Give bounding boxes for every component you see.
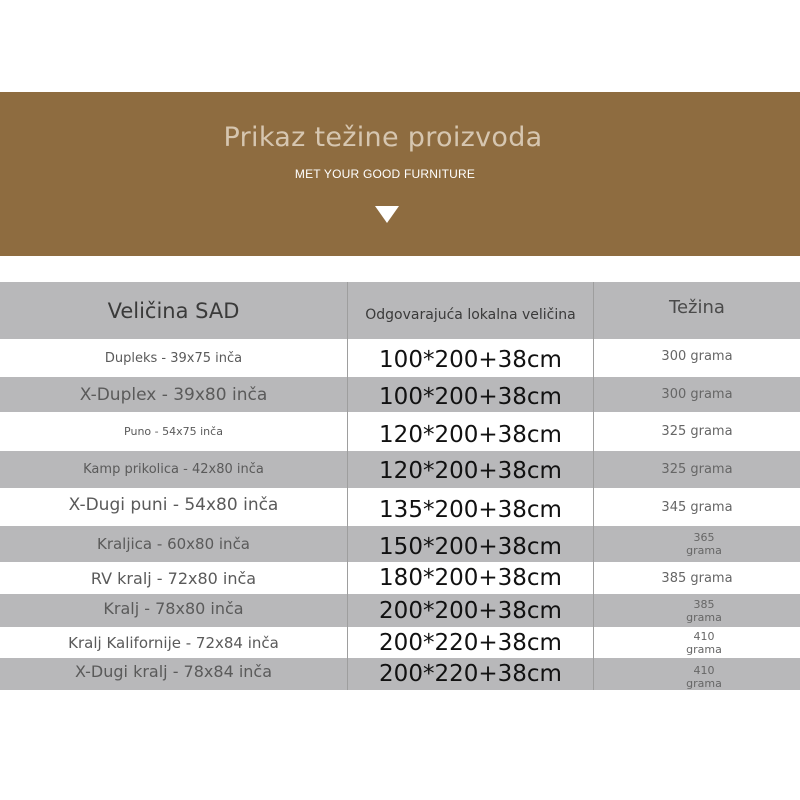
row-local-size: 150*200+38cm	[379, 534, 562, 560]
row-local-size: 200*220+38cm	[379, 629, 562, 656]
row-weight: 345 grama	[661, 499, 733, 515]
column-divider	[593, 282, 594, 690]
header-weight: Težina	[669, 297, 725, 318]
row-local-size: 200*200+38cm	[379, 597, 562, 624]
row-local-size: 135*200+38cm	[379, 497, 562, 523]
row-weight: 325 grama	[661, 424, 733, 439]
column-divider	[347, 282, 348, 690]
row-local-size: 180*200+38cm	[379, 565, 562, 591]
row-local-size: 120*200+38cm	[379, 457, 562, 484]
row-weight: 410 grama	[686, 664, 722, 690]
row-us-size: Kralj - 78x80 inča	[103, 599, 244, 618]
header-us-size: Veličina SAD	[107, 298, 240, 323]
row-us-size: RV kralj - 72x80 inča	[90, 568, 257, 588]
banner-title: Prikaz težine proizvoda	[223, 122, 543, 153]
row-local-size: 120*200+38cm	[379, 421, 562, 448]
row-us-size: Kamp prikolica - 42x80 inča	[83, 462, 264, 477]
down-arrow-icon	[375, 206, 399, 223]
row-us-size: Kraljica - 60x80 inča	[96, 535, 251, 553]
row-us-size: X-Duplex - 39x80 inča	[79, 384, 268, 405]
row-us-size: Puno - 54x75 inča	[124, 425, 223, 438]
row-us-size: X-Dugi puni - 54x80 inča	[68, 495, 279, 515]
row-weight: 300 grama	[661, 348, 733, 364]
row-local-size: 100*200+38cm	[379, 347, 562, 373]
size-weight-table	[0, 282, 800, 690]
row-us-size: X-Dugi kralj - 78x84 inča	[74, 661, 273, 681]
row-weight: 300 grama	[661, 387, 733, 402]
row-local-size: 200*220+38cm	[379, 661, 562, 687]
row-weight: 365 grama	[686, 531, 722, 557]
row-local-size: 100*200+38cm	[379, 383, 562, 410]
row-weight: 410 grama	[686, 629, 722, 656]
row-weight: 325 grama	[661, 462, 733, 477]
row-us-size: Kralj Kalifornije - 72x84 inča	[68, 633, 279, 652]
banner-subtitle: MET YOUR GOOD FURNITURE	[294, 167, 476, 181]
row-us-size: Dupleks - 39x75 inča	[104, 350, 243, 366]
row-weight: 385 grama	[661, 570, 733, 586]
row-weight: 385 grama	[686, 597, 722, 624]
header-local-size: Odgovarajuća lokalna veličina	[365, 306, 576, 323]
